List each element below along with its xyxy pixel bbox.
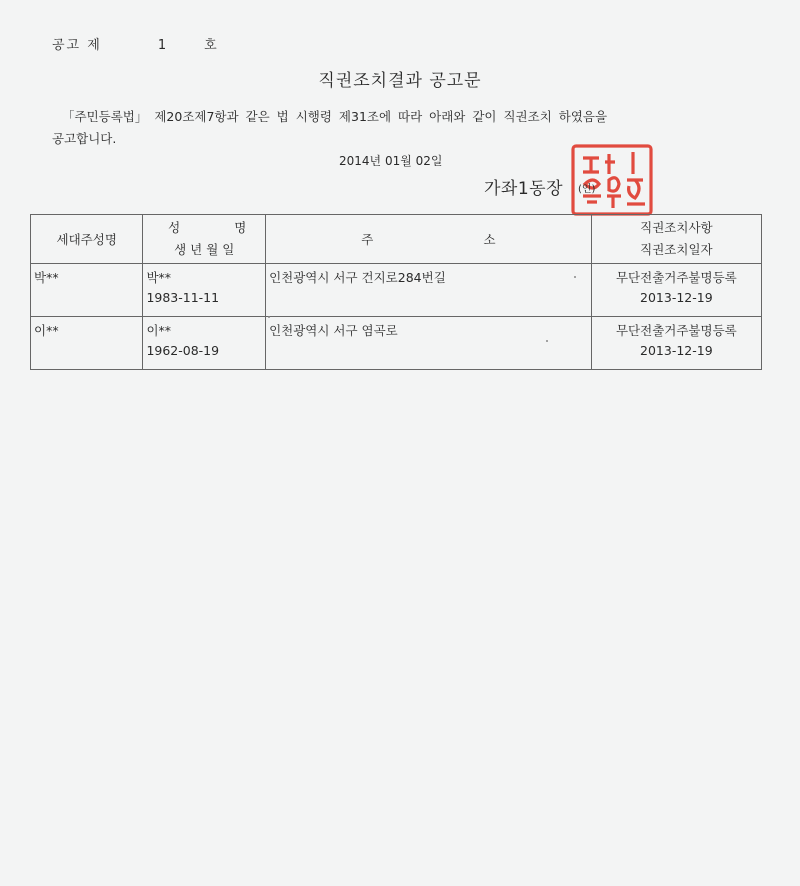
- intro-line-2: 공고합니다.: [52, 131, 117, 146]
- address-header-b: 소: [483, 232, 496, 247]
- table-row: [31, 264, 762, 317]
- address-header-a: 주: [361, 232, 374, 247]
- intro-line-1: 「주민등록법」 제20조제7항과 같은 법 시행령 제31조에 따라 아래와 같이 직권조치 하였음을: [62, 109, 608, 124]
- birth-header: 생 년 월 일: [174, 242, 235, 257]
- householder-header: 세대주성명: [31, 215, 143, 264]
- document-title: 직권조치결과 공고문: [318, 71, 482, 91]
- action-date-value: 2013-12-19: [640, 343, 713, 358]
- notice-suffix: 호: [204, 38, 219, 53]
- birth-value: 1983-11-11: [146, 290, 220, 305]
- action-date-value: 2013-12-19: [640, 290, 713, 305]
- name-header-a: 성: [168, 220, 181, 235]
- table-row: [31, 317, 762, 370]
- name-birth-cell: [143, 317, 266, 370]
- name-birth-header: [143, 215, 266, 264]
- address-header: [266, 215, 592, 264]
- table-header-row: [31, 215, 762, 264]
- records-table: [30, 214, 762, 370]
- action-value: 무단전출거주불명등록: [615, 270, 737, 285]
- seal-mark: (인): [578, 184, 596, 195]
- action-cell: [591, 317, 761, 370]
- name-header: [143, 217, 265, 239]
- notice-number: [52, 34, 219, 53]
- scan-speck: [574, 276, 576, 278]
- name-value: 이**: [146, 323, 172, 338]
- notice-date: 2014년 01월 02일: [339, 154, 443, 168]
- name-header-b: 명: [234, 220, 247, 235]
- name-birth-cell: [143, 264, 266, 317]
- notice-prefix: 공고 제: [52, 38, 102, 53]
- notice-number-value: 1: [157, 38, 169, 53]
- action-header: [591, 215, 761, 264]
- action-date-header-label: 직권조치일자: [640, 242, 713, 257]
- birth-value: 1962-08-19: [146, 343, 220, 358]
- scan-speck: [268, 316, 270, 318]
- official-seal-icon: [567, 140, 657, 216]
- action-cell: [591, 264, 761, 317]
- address-cell: 인천광역시 서구 건지로284번길: [266, 264, 592, 317]
- householder-cell: 박**: [31, 264, 143, 317]
- name-value: 박**: [146, 270, 172, 285]
- scan-speck: [546, 340, 548, 342]
- action-value: 무단전출거주불명등록: [615, 323, 737, 338]
- householder-cell: 이**: [31, 317, 143, 370]
- signer-name: 가좌1동장: [484, 179, 564, 199]
- address-cell: 인천광역시 서구 염곡로: [266, 317, 592, 370]
- action-header-label: 직권조치사항: [640, 220, 713, 235]
